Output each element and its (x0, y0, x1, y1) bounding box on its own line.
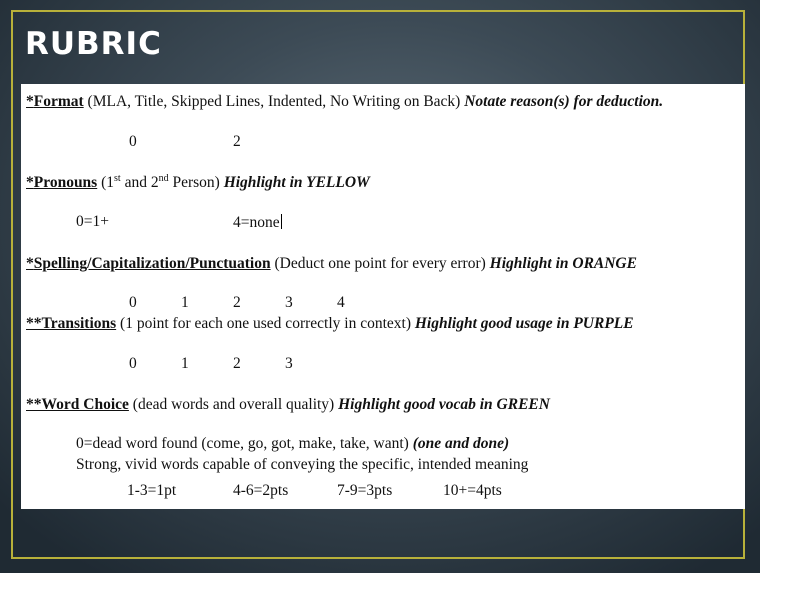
criterion-instruction: Notate reason(s) for deduction. (464, 93, 664, 110)
criterion-spelling (26, 256, 637, 272)
score-option: 1 (181, 355, 189, 372)
score-option: 3 (285, 355, 293, 372)
ordinal-suffix: st (114, 172, 121, 184)
criterion-instruction: Highlight good usage in PURPLE (414, 315, 634, 332)
score-option: 4-6=2pts (233, 482, 289, 499)
criterion-word-choice (26, 397, 550, 413)
score-option: 1 (181, 294, 189, 311)
score-option: 3 (285, 294, 293, 311)
criterion-transitions (26, 316, 634, 332)
criterion-instruction: Highlight good vocab in GREEN (338, 396, 550, 413)
score-option: 0 (129, 294, 137, 311)
text-cursor (281, 214, 282, 229)
criterion-prefix: * (26, 174, 34, 191)
criterion-instruction: Highlight in ORANGE (489, 255, 637, 272)
score-option: 2 (233, 133, 241, 150)
criterion-description: (dead words and overall quality) (128, 396, 339, 413)
word-choice-detail (76, 436, 509, 452)
criterion-prefix: * (26, 255, 34, 272)
detail-text: 0=dead word found (come, go, got, make, take, want) (76, 435, 413, 452)
slide-title: RUBRIC (25, 26, 162, 62)
criterion-pronouns (26, 172, 370, 191)
score-option: 0 (129, 355, 137, 372)
score-option: 2 (233, 355, 241, 372)
criterion-name: Word Choice (41, 396, 129, 413)
word-choice-detail: Strong, vivid words capable of conveying the specific, intended meaning (76, 456, 529, 473)
criterion-name: Transitions (41, 315, 117, 332)
criterion-name: Pronouns (33, 174, 98, 191)
criterion-description: (1 point for each one used correctly in context) (116, 315, 415, 332)
score-option: 7-9=3pts (337, 482, 393, 499)
criterion-description: (1 (97, 174, 115, 191)
ordinal-suffix: nd (158, 172, 169, 184)
criterion-description: (Deduct one point for every error) (270, 255, 490, 272)
score-option: 2 (233, 294, 241, 311)
score-option: 4 (337, 294, 345, 311)
criterion-prefix: ** (26, 396, 42, 413)
score-option: 4=none (233, 214, 280, 231)
score-option-with-cursor (233, 214, 282, 231)
score-option: 1-3=1pt (127, 482, 177, 499)
criterion-name: Format (33, 93, 84, 110)
criterion-description: (MLA, Title, Skipped Lines, Indented, No Writing on Back) (83, 93, 465, 110)
criterion-prefix: ** (26, 315, 42, 332)
rubric-panel (21, 84, 745, 509)
criterion-format (26, 94, 663, 110)
criterion-description: Person) (168, 174, 224, 191)
criterion-prefix: * (26, 93, 34, 110)
score-option: 0=1+ (76, 213, 109, 230)
detail-emphasis: (one and done) (412, 435, 510, 452)
criterion-instruction: Highlight in YELLOW (223, 174, 370, 191)
criterion-name: Spelling/Capitalization/Punctuation (33, 255, 271, 272)
criterion-description: and 2 (120, 174, 159, 191)
score-option: 0 (129, 133, 137, 150)
score-option: 10+=4pts (443, 482, 502, 499)
